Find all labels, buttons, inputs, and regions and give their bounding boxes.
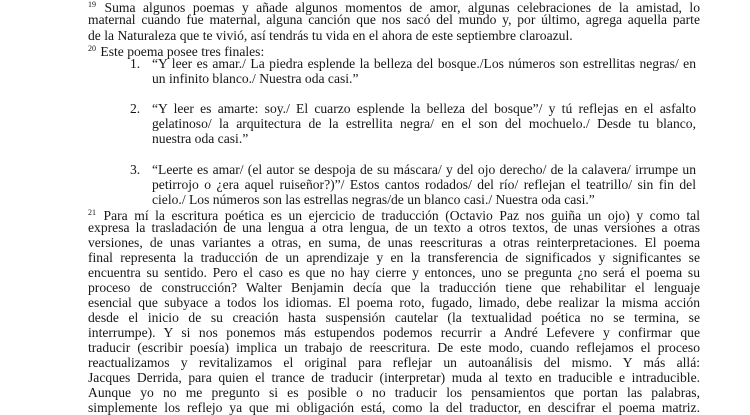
footnote-21-line-14: simplemente los reflejo ya que mi obligación está, como la del traductor, en descifrar el poema matriz. <box>88 400 700 415</box>
footnote-21-line-13: Aunque yo no me pregunto si es posible o no traducir los pensamientos que portan las palabras, <box>88 385 700 400</box>
footnote-21-line-7: esencial que subyace a todos los idiomas. El poema roto, fugado, limado, debe realizar la misma acción <box>88 295 700 310</box>
list-item-2-number: 2. <box>130 101 141 116</box>
footnote-21-line-9: interrumpe). Y si nos ponemos más estupendos podemos recurrir a André Lefevere y confirmar que <box>88 325 700 340</box>
footnote-21-line-2: expresa la trasladación de una lengua a otra lengua, de un texto a otros textos, de unas versiones a otras <box>88 220 700 235</box>
list-item-3-number: 3. <box>130 162 141 177</box>
list-item-1-line-1: “Y leer es amar./ La piedra esplende la belleza del bosque./Los números son estrellitas negras/ en <box>152 56 696 71</box>
footnote-21-line-4: final representa la traducción de un aprendizaje y en la transferencia de significados y significantes se <box>88 250 700 265</box>
footnote-19-line-3: de la Naturaleza que te vivió, así tendrás tu vida en el ahora de este septiembre claroazul. <box>88 28 573 43</box>
footnote-19-line-1: $^{19}$ Suma algunos poemas y añade algunos momentos de amor, algunas celebraciones de la amistad, lo <box>88 0 700 15</box>
list-item-1-number: 1. <box>130 56 141 71</box>
footnote-20-intro: $^{20}$ Este poema posee tres finales: <box>88 44 265 59</box>
footnote-19-marker: 19 <box>88 0 96 9</box>
footnote-21-line-12: Jacques Derrida, para quien el trance de traducir (interpretar) muda al texto en traducible e intraducible. <box>88 370 700 385</box>
list-item-2-line-2: gelatinoso/ la arquitectura de la estrellita negra/ en el son del mochuelo./ Desde tu blanco, <box>152 116 696 131</box>
footnote-20-marker: 20 <box>88 44 96 53</box>
list-item-3-line-2: petirrojo o ¿era aquel ruiseñor?)”/ Estos cantos rodados/ del río/ reflejan el teatrillo/ sin fin del <box>152 177 696 192</box>
footnote-19-line-2: maternal cuando fue maternal, alguna canción que nos sacó del mundo y, por último, agrega aquella parte <box>88 12 700 27</box>
footnote-21-line-3: versiones, de unas variantes a otras, en suma, de unas reescrituras a otras reinterpretaciones. El poema <box>88 235 700 250</box>
footnote-21-line-5: encuentra su sentido. Pero el caso es que no hay cierre y entonces, uno se pregunta ¿no será el poema su <box>88 265 700 280</box>
list-item-2-line-1: “Y leer es amarte: soy./ El cuarzo esplende la belleza del bosque”/ y tú reflejas en el asfalto <box>152 101 696 116</box>
footnote-21-line-11: reactualizamos y revitalizamos el original para reflejar un autoanálisis del mismo. Y más allá: <box>88 355 700 370</box>
footnote-21-line-8: desde el inicio de su creación hasta suspensión cautelar (la textualidad poética no se termina, se <box>88 310 700 325</box>
list-item-1-line-2: un infinito blanco./ Nuestra oda casi.” <box>152 71 359 86</box>
footnote-21-line-1: $^{21}$ Para mí la escritura poética es un ejercicio de traducción (Octavio Paz nos guiña un ojo) y como tal <box>88 208 700 223</box>
footnote-21-line-10: traducir (escribir poesía) implica un trabajo de reescritura. De este modo, cuando reflejamos el proceso <box>88 340 700 355</box>
footnote-21-line-6: proceso de construcción? Walter Benjamin decía que la traducción tiene que rehabilitar el lenguaje <box>88 280 700 295</box>
list-item-3-line-1: “Leerte es amar/ (el autor se despoja de su máscara/ y del ojo derecho/ de la calavera/ irrumpe un <box>152 162 696 177</box>
footnote-21-marker: 21 <box>88 208 96 217</box>
list-item-3-line-3: cielo./ Los números son las estrellas negras/de un blanco casi./ Nuestra oda casi.” <box>152 192 595 207</box>
list-item-2-line-3: nuestra oda casi.” <box>152 131 249 146</box>
